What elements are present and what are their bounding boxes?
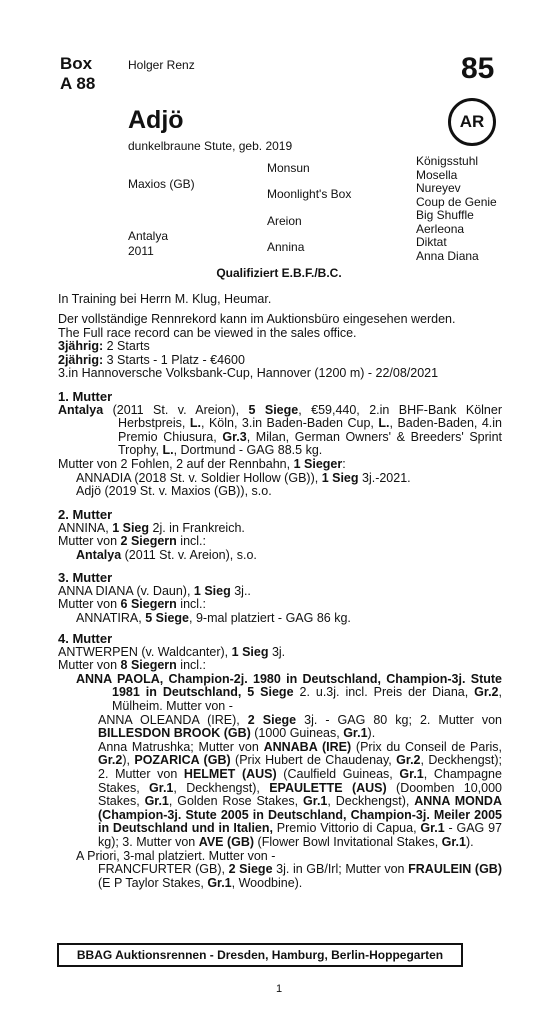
pedigree-ggp: Big Shuffle xyxy=(416,208,474,222)
training-info: In Training bei Herrn M. Klug, Heumar. xyxy=(58,292,272,306)
race-record-block xyxy=(58,313,502,381)
first-dam-text: Antalya (2011 St. v. Areion), 5 Siege, €59,440, 2.in BHF-Bank Kölner Herbstpreis, L., Köln, 3.in Baden-Baden Cup, L., Baden-Baden, 4.in Premio Chiusura, Gr.3, Milan, German Owners' & Breeders' Sprint Trophy, L., Dortmund - GAG 88.5 kg. xyxy=(58,402,503,458)
second-dam-section xyxy=(58,508,502,562)
pedigree-sire-sire: Monsun xyxy=(267,161,310,175)
fourth-dam-winners: Mutter von 8 Siegern incl.: xyxy=(58,658,206,673)
second-dam-winners: Mutter von 2 Siegern incl.: xyxy=(58,534,206,549)
pedigree-dam-dam: Annina xyxy=(267,240,305,254)
pedigree-ggp: Aerleona xyxy=(416,221,465,236)
francfurter-entry: FRANCFURTER (GB), 2 Siege 3j. in GB/Irl; Mutter von FRAULEIN (GB) (E P Taylor Stakes, Gr.1, Woodbine). xyxy=(98,862,503,890)
pedigree-dam: Antalya xyxy=(128,229,169,243)
ar-badge-label: AR xyxy=(459,112,485,131)
box-label: Box xyxy=(60,54,93,73)
offspring-item: Antalya (2011 St. v. Areion), s.o. xyxy=(76,547,257,562)
pedigree-ggp: Mosella xyxy=(416,167,458,182)
first-dam-section xyxy=(58,390,502,499)
section-heading: 1. Mutter xyxy=(58,389,113,404)
pedigree-ggp-list xyxy=(416,155,497,263)
pedigree-dam-sire: Areion xyxy=(267,214,302,228)
pedigree-sire: Maxios (GB) xyxy=(128,177,195,191)
anna-oleanda-entry: ANNA OLEANDA (IRE), 2 Siege 3j. - GAG 80 kg; 2. Mutter von BILLESDON BROOK (GB) (1000 Guineas, Gr.1). xyxy=(98,712,503,741)
record-note-de: Der vollständige Rennrekord kann im Auktionsbüro eingesehen werden. xyxy=(58,312,456,326)
pedigree-ggp: Königsstuhl xyxy=(416,154,479,168)
third-dam-section xyxy=(58,571,502,625)
lot-number: 85 xyxy=(461,52,495,85)
page-number: 1 xyxy=(275,983,283,995)
record-note-en: The Full race record can be viewed in the sales office. xyxy=(58,325,357,340)
pedigree-dam-year: 2011 xyxy=(128,244,154,258)
horse-description: dunkelbraune Stute, geb. 2019 xyxy=(128,139,293,153)
third-dam-text: ANNA DIANA (v. Daun), 1 Sieg 3j.. xyxy=(58,583,251,598)
two-year-record: 2jährig: 3 Starts - 1 Platz - €4600 xyxy=(58,352,245,367)
first-dam-offspring: Mutter von 2 Fohlen, 2 auf der Rennbahn, 1 Sieger: xyxy=(58,456,346,471)
ar-badge-icon xyxy=(448,98,496,146)
fourth-dam-text: ANTWERPEN (v. Waldcanter), 1 Sieg 3j. xyxy=(58,644,286,659)
auction-race-footer: BBAG Auktionsrennen - Dresden, Hamburg, Berlin-Hoppegarten xyxy=(57,943,463,967)
section-heading: 3. Mutter xyxy=(58,570,113,585)
offspring-item: Adjö (2019 St. v. Maxios (GB)), s.o. xyxy=(76,484,272,499)
pedigree-ggp: Nureyev xyxy=(416,181,461,195)
offspring-item: ANNADIA (2018 St. v. Soldier Hollow (GB)), 1 Sieg 3j.-2021. xyxy=(76,470,411,485)
section-heading: 2. Mutter xyxy=(58,507,113,522)
pedigree-sire-dam: Moonlight's Box xyxy=(267,187,352,201)
pedigree-ggp: Coup de Genie xyxy=(416,194,497,209)
third-dam-winners: Mutter von 6 Siegern incl.: xyxy=(58,597,206,612)
three-year-record: 3jährig: 2 Starts xyxy=(58,339,150,354)
seller-name: Holger Renz xyxy=(128,58,195,72)
horse-name: Adjö xyxy=(128,106,184,134)
box-number: A 88 xyxy=(60,74,96,93)
anna-paola-entry: ANNA PAOLA, Champion-2j. 1980 in Deutschland, Champion-3j. Stute 1981 in Deutschland, 5 Siege 2. u.3j. incl. Preis der Diana, Gr.2, Mülheim. Mutter von - xyxy=(76,671,502,713)
section-heading: 4. Mutter xyxy=(58,631,113,646)
second-dam-text: ANNINA, 1 Sieg 2j. in Frankreich. xyxy=(58,520,245,535)
a-priori-entry: A Priori, 3-mal platziert. Mutter von - xyxy=(76,848,276,863)
offspring-item: ANNATIRA, 5 Siege, 9-mal platziert - GAG 86 kg. xyxy=(76,610,351,625)
fourth-dam-section xyxy=(58,632,502,890)
pedigree-ggp: Diktat xyxy=(416,235,447,249)
qualification-note: Qualifiziert E.B.F./B.C. xyxy=(216,266,342,280)
anna-matrushka-entry: Anna Matrushka; Mutter von ANNABA (IRE) (Prix du Conseil de Paris, Gr.2), POZARICA (GB) (Prix Hubert de Chaudenay, Gr.2, Deckhengst); 2. Mutter von HELMET (AUS) (Caulfield Guineas, Gr.1, Champagne Stakes, Gr.1, Deckhengst), EPAULETTE (AUS) (Doomben 10,000 Stakes, Gr.1, Golden Rose Stakes, Gr.1, Deckhengst), ANNA MONDA (Champion-3j. Stute 2005 in Deutschland, Champion-3j. Meiler 2005 in Deutschland und in Italien, Premio Vittorio di Capua, Gr.1 - GAG 97 kg); 3. Mutter von AVE (GB) (Flower Bowl Invitational Stakes, Gr.1). xyxy=(98,739,503,849)
race-result: 3.in Hannoversche Volksbank-Cup, Hannover (1200 m) - 22/08/2021 xyxy=(58,366,439,381)
box-label-block xyxy=(60,54,95,94)
pedigree-ggp: Anna Diana xyxy=(416,248,479,263)
